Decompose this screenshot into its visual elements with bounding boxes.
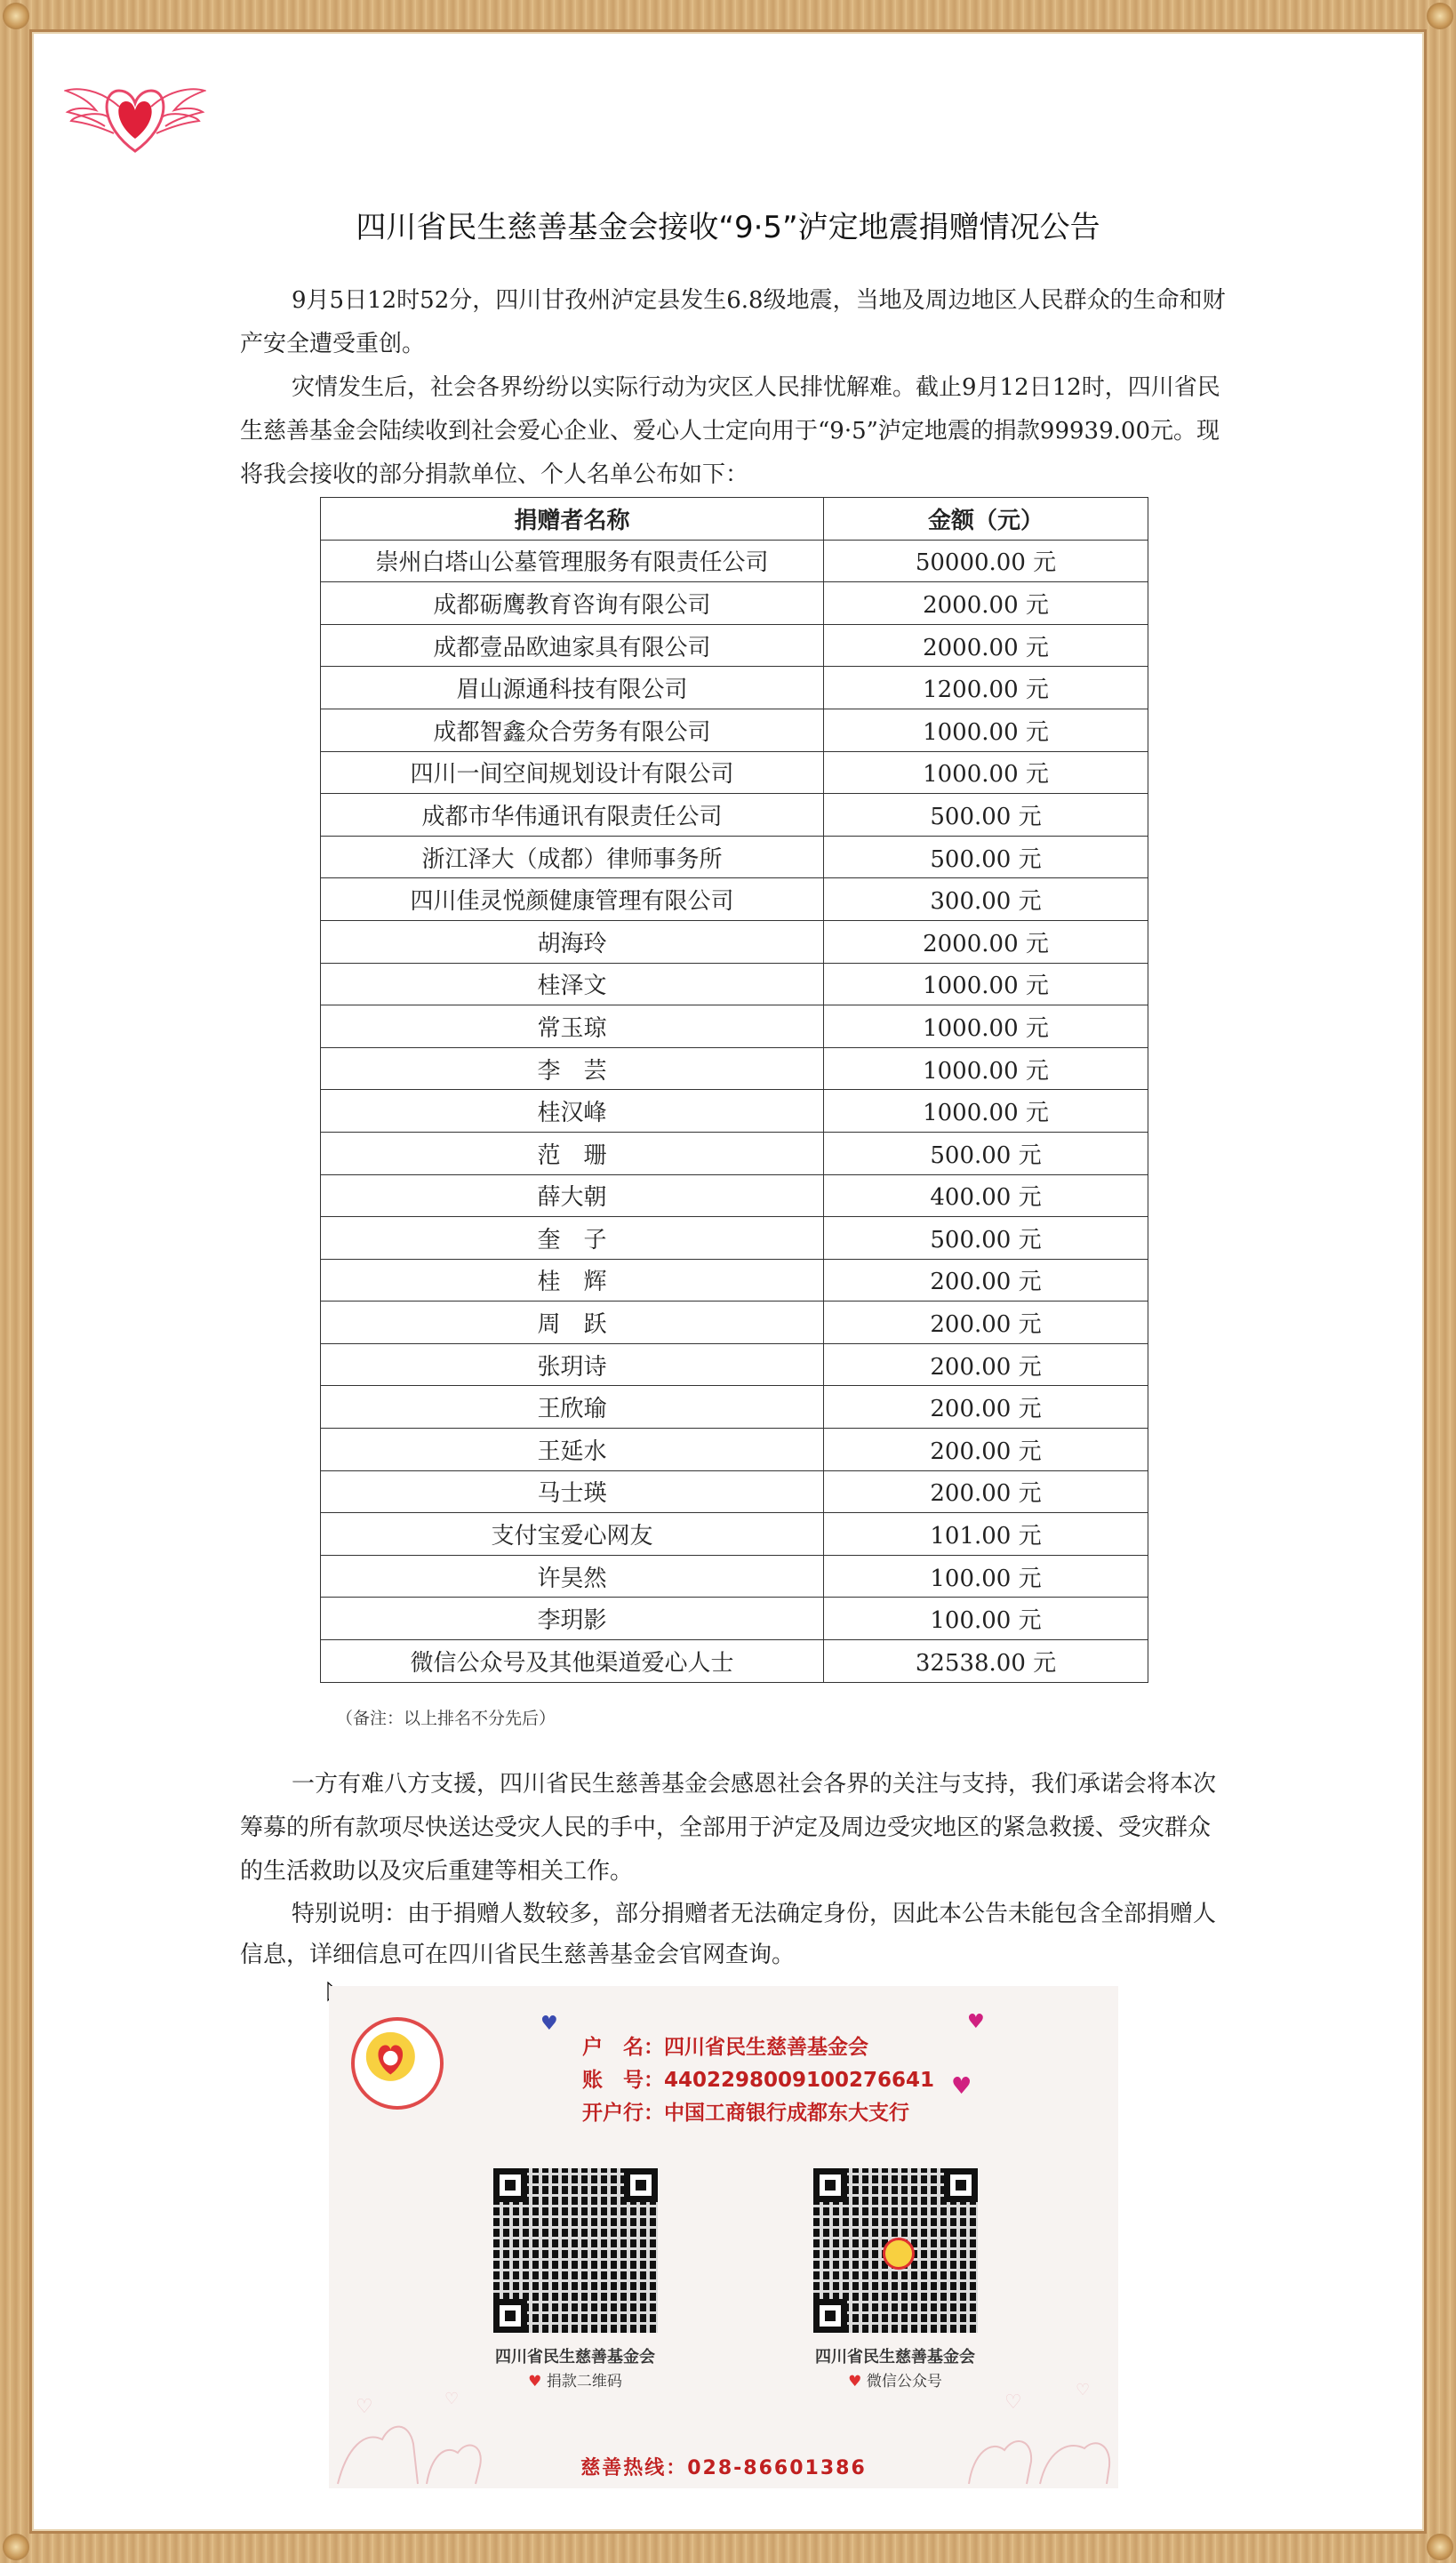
closing-paragraph-1: 一方有难八方支援，四川省民生慈善基金会感恩社会各界的关注与支持，我们承诺会将本次筹募的所有款项尽快送达受灾人民的手中，全部用于泸定及周边受灾地区的紧急救援、受灾群众的生活救助以及灾后重建等相关工作。: [240, 1771, 1217, 1885]
table-row: [321, 751, 1148, 794]
donation-amount-cell: 2000.00 元: [824, 920, 1148, 963]
qr-center-logo-icon: [883, 2238, 915, 2270]
table-row: [321, 1343, 1148, 1386]
donor-name-cell: 四川佳灵悦颜健康管理有限公司: [321, 878, 824, 921]
table-row: [321, 1132, 1148, 1174]
frame-corner-ornament: [1427, 2534, 1453, 2560]
foundation-emblem-icon: [351, 2017, 444, 2110]
donation-info-poster: [329, 1986, 1118, 2488]
table-row: [321, 667, 1148, 709]
winged-heart-logo: [64, 71, 206, 156]
table-row: [321, 1302, 1148, 1344]
table-row: [321, 709, 1148, 751]
qr2-sub-label: 微信公众号: [866, 2373, 942, 2391]
frame-corner-ornament: [1427, 3, 1453, 29]
donation-qr-code: [493, 2168, 658, 2333]
donation-amount-cell: 2000.00 元: [824, 582, 1148, 625]
table-row: [321, 920, 1148, 963]
charity-hotline: 慈善热线：028-86601386: [580, 2457, 867, 2479]
donation-amount-cell: 100.00 元: [824, 1598, 1148, 1640]
intro-paragraph-2: 灾情发生后，社会各界纷纷以实际行动为灾区人民排忧解难。截止9月12日12时，四川省民生慈善基金会陆续收到社会爱心企业、爱心人士定向用于“9·5”泸定地震的捐款99939.00元。现将我会接收的部分捐款单位、个人名单公布如下：: [240, 374, 1220, 488]
table-row: [321, 1005, 1148, 1048]
decorative-heart-icon: ♥: [967, 2011, 985, 2033]
donor-name-cell: 眉山源通科技有限公司: [321, 667, 824, 709]
donation-amount-cell: 1000.00 元: [824, 1047, 1148, 1090]
account-number: 账 号：4402298009100276641: [582, 2069, 935, 2092]
donor-name-cell: 奎 子: [321, 1217, 824, 1260]
table-row: [321, 836, 1148, 878]
table-row: [321, 963, 1148, 1005]
donor-name-cell: 四川一间空间规划设计有限公司: [321, 751, 824, 794]
table-row: [321, 1598, 1148, 1640]
donation-amount-cell: 1200.00 元: [824, 667, 1148, 709]
table-row: [321, 1429, 1148, 1471]
donation-amount-cell: 200.00 元: [824, 1470, 1148, 1513]
donor-name-cell: 周 跃: [321, 1302, 824, 1344]
qr1-caption: 四川省民生慈善基金会: [495, 2348, 655, 2367]
donor-name-cell: 张玥诗: [321, 1343, 824, 1386]
wechat-qr-code: [813, 2168, 978, 2333]
donor-name-cell: 李 芸: [321, 1047, 824, 1090]
donation-amount-cell: 500.00 元: [824, 1217, 1148, 1260]
donation-amount-cell: 500.00 元: [824, 1132, 1148, 1174]
donation-amount-cell: 200.00 元: [824, 1259, 1148, 1302]
table-row: [321, 1259, 1148, 1302]
table-note: （备注：以上排名不分先后）: [336, 1709, 556, 1728]
table-row: [321, 1513, 1148, 1556]
qr1-sub-label: 捐款二维码: [546, 2373, 622, 2391]
donation-amount-cell: 300.00 元: [824, 878, 1148, 921]
table-row: [321, 1386, 1148, 1429]
donor-name-cell: 浙江泽大（成都）律师事务所: [321, 836, 824, 878]
donor-name-cell: 李玥影: [321, 1598, 824, 1640]
donor-name-cell: 成都砺鹰教育咨询有限公司: [321, 582, 824, 625]
bank-name: 开户行：中国工商银行成都东大支行: [582, 2102, 909, 2125]
donor-name-cell: 崇州白塔山公墓管理服务有限责任公司: [321, 540, 824, 582]
donor-name-cell: 王延水: [321, 1429, 824, 1471]
donor-name-cell: 薛大朝: [321, 1174, 824, 1217]
frame-corner-ornament: [3, 3, 29, 29]
donation-amount-cell: 1000.00 元: [824, 1005, 1148, 1048]
intro-paragraph-1: 9月5日12时52分，四川甘孜州泸定县发生6.8级地震，当地及周边地区人民群众的生命和财产安全遭受重创。: [240, 287, 1226, 357]
header-donor-name: 捐赠者名称: [321, 498, 824, 541]
svg-text:♡: ♡: [356, 2396, 373, 2418]
decorative-heart-icon: ♥: [540, 2013, 558, 2035]
table-row: [321, 624, 1148, 667]
donation-amount-cell: 500.00 元: [824, 794, 1148, 837]
donation-amount-cell: 1000.00 元: [824, 709, 1148, 751]
table-header-row: [321, 498, 1148, 541]
donor-name-cell: 王欣瑜: [321, 1386, 824, 1429]
donor-table: [320, 497, 1148, 1683]
donor-name-cell: 马士瑛: [321, 1470, 824, 1513]
donor-name-cell: 桂泽文: [321, 963, 824, 1005]
donation-amount-cell: 101.00 元: [824, 1513, 1148, 1556]
table-row: [321, 878, 1148, 921]
donation-amount-cell: 2000.00 元: [824, 624, 1148, 667]
donation-amount-cell: 1000.00 元: [824, 963, 1148, 1005]
donor-name-cell: 胡海玲: [321, 920, 824, 963]
donation-amount-cell: 50000.00 元: [824, 540, 1148, 582]
table-row: [321, 1174, 1148, 1217]
donor-name-cell: 范 珊: [321, 1132, 824, 1174]
table-row: [321, 582, 1148, 625]
svg-text:♡: ♡: [1004, 2391, 1022, 2414]
closing-paragraph-2: 特别说明：由于捐赠人数较多，部分捐赠者无法确定身份，因此本公告未能包含全部捐赠人信息，详细信息可在四川省民生慈善基金会官网查询。: [240, 1901, 1217, 1968]
table-row: [321, 1217, 1148, 1260]
header-amount: 金额（元）: [824, 498, 1148, 541]
donation-amount-cell: 32538.00 元: [824, 1640, 1148, 1683]
donor-name-cell: 常玉琼: [321, 1005, 824, 1048]
donation-amount-cell: 100.00 元: [824, 1555, 1148, 1598]
donor-name-cell: 成都智鑫众合劳务有限公司: [321, 709, 824, 751]
donation-amount-cell: 500.00 元: [824, 836, 1148, 878]
donation-amount-cell: 400.00 元: [824, 1174, 1148, 1217]
table-row: [321, 1470, 1148, 1513]
announcement-title: 四川省民生慈善基金会接收“9·5”泸定地震捐赠情况公告: [356, 210, 1100, 245]
table-row: [321, 1047, 1148, 1090]
qr2-caption: 四川省民生慈善基金会: [815, 2348, 975, 2367]
heart-icon: ♥: [528, 2373, 542, 2391]
table-row: [321, 1555, 1148, 1598]
donor-name-cell: 成都壹品欧迪家具有限公司: [321, 624, 824, 667]
donation-amount-cell: 200.00 元: [824, 1302, 1148, 1344]
donation-amount-cell: 200.00 元: [824, 1429, 1148, 1471]
donor-name-cell: 成都市华伟通讯有限责任公司: [321, 794, 824, 837]
donor-name-cell: 微信公众号及其他渠道爱心人士: [321, 1640, 824, 1683]
donor-name-cell: 许昊然: [321, 1555, 824, 1598]
table-row: [321, 794, 1148, 837]
table-row: [321, 1640, 1148, 1683]
frame-corner-ornament: [3, 2534, 29, 2560]
svg-text:♡: ♡: [444, 2390, 460, 2408]
table-row: [321, 1090, 1148, 1133]
account-name: 户 名：四川省民生慈善基金会: [582, 2036, 868, 2059]
donor-name-cell: 桂 辉: [321, 1259, 824, 1302]
donation-amount-cell: 200.00 元: [824, 1386, 1148, 1429]
heart-icon: ♥: [848, 2373, 862, 2391]
donation-amount-cell: 200.00 元: [824, 1343, 1148, 1386]
donation-amount-cell: 1000.00 元: [824, 751, 1148, 794]
donation-amount-cell: 1000.00 元: [824, 1090, 1148, 1133]
donor-name-cell: 桂汉峰: [321, 1090, 824, 1133]
svg-text:♡: ♡: [1076, 2381, 1091, 2399]
decorative-heart-icon: ♥: [951, 2073, 972, 2100]
table-row: [321, 540, 1148, 582]
donor-name-cell: 支付宝爱心网友: [321, 1513, 824, 1556]
